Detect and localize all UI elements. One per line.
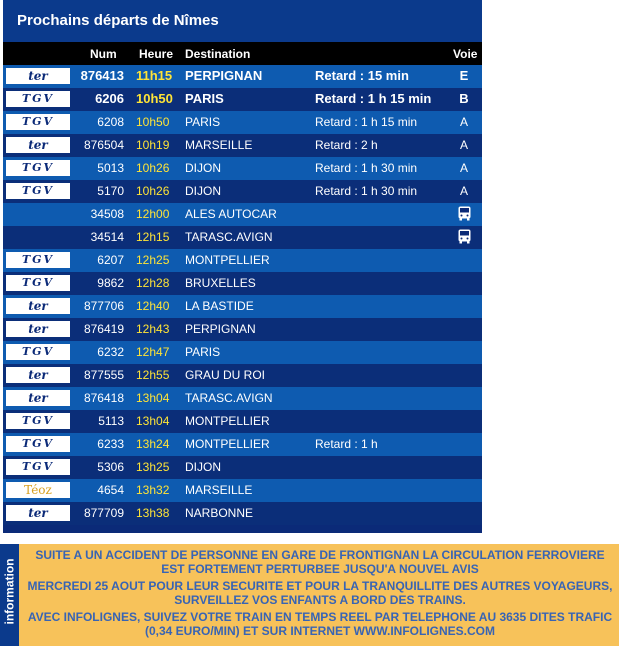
destination: DIJON — [185, 184, 221, 198]
table-row — [3, 249, 482, 272]
destination: DIJON — [185, 460, 221, 474]
departure-time: 10h26 — [136, 184, 170, 198]
departure-time: 12h47 — [136, 345, 170, 359]
ter-logo: ter — [6, 367, 70, 383]
destination: PARIS — [185, 91, 224, 106]
delay-text: Retard : 1 h 15 min — [315, 115, 418, 129]
destination: TARASC.AVIGN — [185, 391, 273, 405]
ter-logo: ter — [6, 298, 70, 314]
ter-logo: ter — [6, 390, 70, 406]
table-row — [3, 295, 482, 318]
table-row — [3, 364, 482, 387]
train-number: 877555 — [83, 368, 124, 382]
table-row — [3, 88, 482, 111]
departure-time: 12h43 — [136, 322, 170, 336]
destination: ALES AUTOCAR — [185, 207, 277, 221]
tgv-logo: TGV — [6, 114, 70, 130]
departure-time: 13h32 — [136, 483, 170, 497]
track: A — [459, 184, 468, 198]
destination: BRUXELLES — [185, 276, 256, 290]
table-row — [3, 341, 482, 364]
tgv-logo: TGV — [6, 436, 70, 452]
info-tab — [0, 544, 19, 646]
train-number: 5113 — [98, 414, 124, 428]
table-row — [3, 272, 482, 295]
ter-logo: ter — [6, 505, 70, 521]
delay-text: Retard : 2 h — [315, 138, 378, 152]
train-number: 4654 — [97, 483, 124, 497]
train-number: 5013 — [97, 161, 124, 175]
departure-time: 11h15 — [136, 68, 173, 83]
destination: NARBONNE — [185, 506, 254, 520]
train-number: 34508 — [90, 207, 124, 221]
info-messages — [26, 548, 614, 646]
train-number: 876504 — [83, 138, 124, 152]
departure-time: 12h00 — [136, 207, 170, 221]
departure-time: 10h50 — [136, 115, 170, 129]
column-voie: Voie — [453, 47, 478, 61]
tgv-logo: TGV — [6, 275, 70, 291]
departure-time: 12h40 — [136, 299, 170, 313]
tgv-logo: TGV — [6, 183, 70, 199]
train-number: 6206 — [95, 91, 124, 106]
destination: TARASC.AVIGN — [185, 230, 273, 244]
table-row — [3, 456, 482, 479]
train-number: 34514 — [90, 230, 124, 244]
train-number: 876419 — [83, 322, 124, 336]
tgv-logo: TGV — [6, 344, 70, 360]
tgv-logo: TGV — [6, 91, 70, 107]
departure-time: 10h26 — [136, 161, 170, 175]
table-row — [3, 203, 482, 226]
ter-logo: ter — [6, 137, 70, 153]
tgv-logo: TGV — [6, 459, 70, 475]
column-destination: Destination — [185, 47, 251, 61]
table-row — [3, 157, 482, 180]
delay-text: Retard : 1 h 15 min — [315, 91, 432, 106]
destination: MONTPELLIER — [185, 437, 270, 451]
table-row — [3, 134, 482, 157]
table-row — [3, 180, 482, 203]
delay-text: Retard : 1 h 30 min — [315, 161, 418, 175]
bus-icon — [458, 206, 471, 221]
destination: MARSEILLE — [185, 483, 253, 497]
info-message: AVEC INFOLIGNES, SUIVEZ VOTRE TRAIN EN TEMPS REEL PAR TELEPHONE AU 3635 DITES TRAFIC (0,34 EURO/MIN) ET SUR INTERNET WWW.INFOLIGNES.COM — [27, 610, 613, 638]
destination: PERPIGNAN — [185, 68, 263, 83]
track: E — [459, 68, 469, 83]
track: A — [459, 161, 468, 175]
train-number: 5170 — [97, 184, 124, 198]
info-message: MERCREDI 25 AOUT POUR LEUR SECURITE ET POUR LA TRANQUILLITE DES AUTRES VOYAGEURS, SURVEILLEZ VOS ENFANTS A BORD DES TRAINS. — [27, 579, 613, 607]
departure-time: 13h24 — [136, 437, 170, 451]
tgv-logo: TGV — [6, 252, 70, 268]
table-row — [3, 433, 482, 456]
track: A — [459, 138, 468, 152]
column-heure: Heure — [139, 47, 174, 61]
teoz-logo: Téoz — [6, 482, 70, 498]
ter-logo: ter — [6, 68, 70, 84]
destination: PERPIGNAN — [185, 322, 256, 336]
info-tab-label: information — [2, 558, 17, 625]
destination: PARIS — [185, 345, 221, 359]
table-row — [3, 387, 482, 410]
train-number: 6208 — [97, 115, 124, 129]
table-row — [3, 226, 482, 249]
table-row — [3, 111, 482, 134]
delay-text: Retard : 1 h 30 min — [315, 184, 418, 198]
train-number: 877706 — [83, 299, 124, 313]
tgv-logo: TGV — [6, 160, 70, 176]
departure-time: 12h55 — [136, 368, 170, 382]
departure-time: 12h15 — [136, 230, 170, 244]
info-message: SUITE A UN ACCIDENT DE PERSONNE EN GARE DE FRONTIGNAN LA CIRCULATION FERROVIERE EST FORTEMENT PERTURBEE JUSQU'A NOUVEL AVIS — [35, 548, 605, 576]
departures-board — [3, 0, 482, 533]
departure-time: 13h25 — [136, 460, 170, 474]
destination: MONTPELLIER — [185, 253, 270, 267]
table-row — [3, 318, 482, 341]
bus-icon — [458, 229, 471, 244]
destination: GRAU DU ROI — [185, 368, 266, 382]
train-number: 9862 — [97, 276, 124, 290]
destination: PARIS — [185, 115, 221, 129]
departure-time: 10h19 — [136, 138, 170, 152]
train-number: 6232 — [97, 345, 124, 359]
departure-time: 13h04 — [136, 391, 170, 405]
departure-time: 13h38 — [136, 506, 170, 520]
page-title: Prochains départs de Nîmes — [3, 0, 482, 42]
train-number: 877709 — [83, 506, 124, 520]
departure-time: 13h04 — [136, 414, 170, 428]
train-number: 876413 — [80, 68, 124, 83]
train-number: 876418 — [83, 391, 124, 405]
table-row — [3, 410, 482, 433]
track: B — [459, 91, 469, 106]
destination: LA BASTIDE — [185, 299, 254, 313]
info-panel — [0, 544, 619, 646]
table-row — [3, 479, 482, 502]
destination: MARSEILLE — [185, 138, 253, 152]
table-row — [3, 502, 482, 525]
destination: DIJON — [185, 161, 221, 175]
departure-time: 12h28 — [136, 276, 170, 290]
column-num: Num — [90, 47, 117, 61]
departure-time: 10h50 — [136, 91, 173, 106]
train-number: 6233 — [97, 437, 124, 451]
delay-text: Retard : 15 min — [315, 68, 409, 83]
destination: MONTPELLIER — [185, 414, 270, 428]
table-row — [3, 65, 482, 88]
train-number: 6207 — [97, 253, 124, 267]
ter-logo: ter — [6, 321, 70, 337]
train-number: 5306 — [97, 460, 124, 474]
delay-text: Retard : 1 h — [315, 437, 378, 451]
departure-time: 12h25 — [136, 253, 170, 267]
track: A — [459, 115, 468, 129]
table-header — [3, 42, 482, 65]
tgv-logo: TGV — [6, 413, 70, 429]
